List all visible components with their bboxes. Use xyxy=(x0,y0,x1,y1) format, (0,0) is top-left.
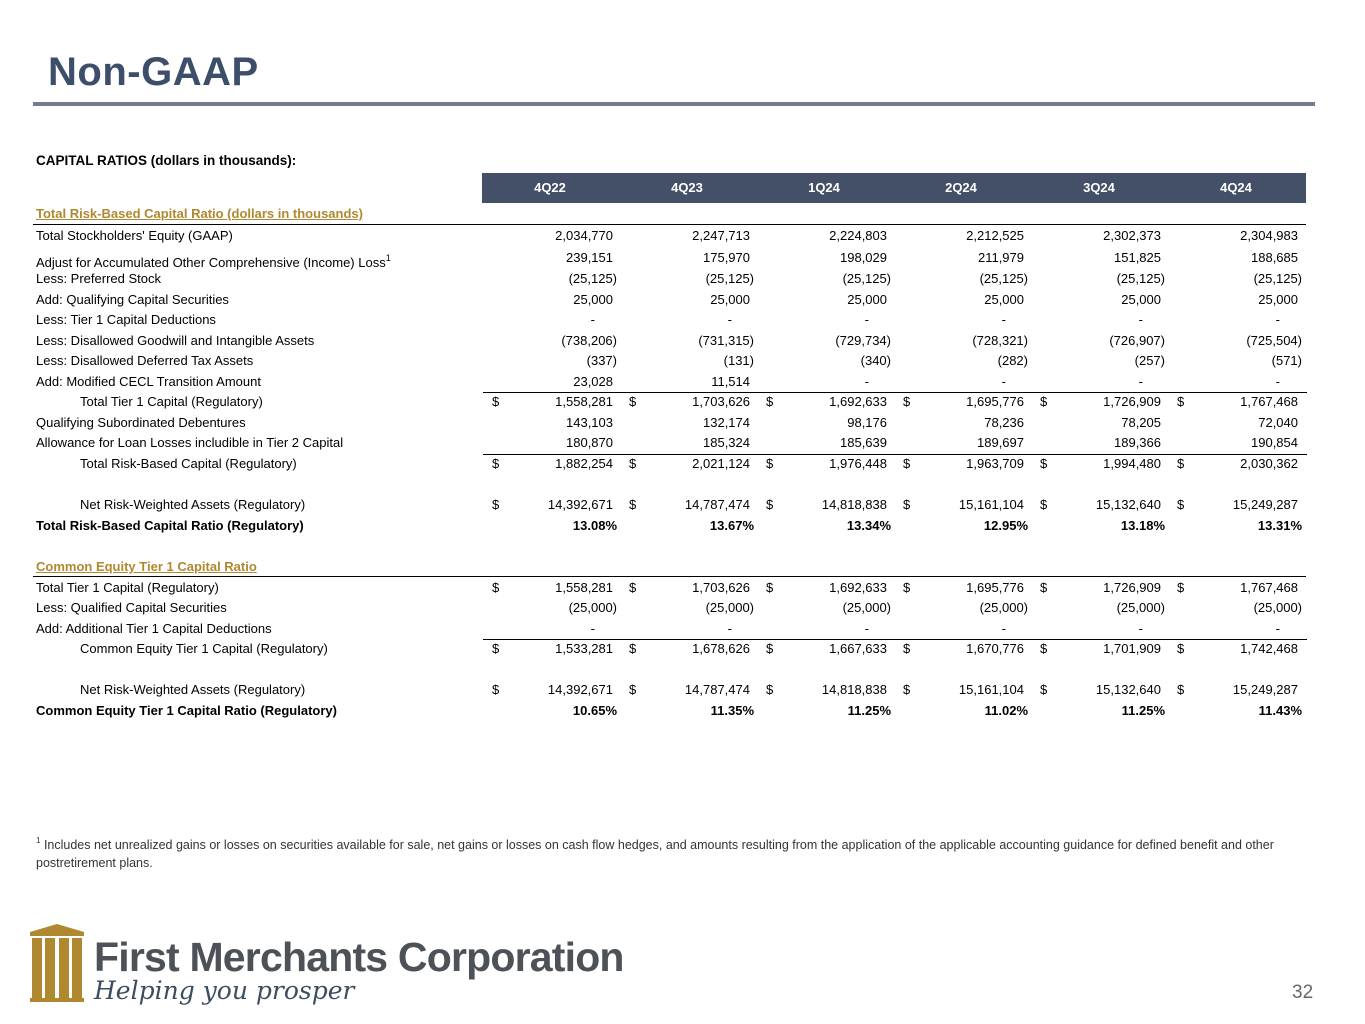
table-cell: 189,366 xyxy=(1114,435,1161,450)
table-cell: 2,021,124 xyxy=(692,456,750,471)
table-cell: 11.25% xyxy=(847,703,891,718)
section-rule xyxy=(33,224,1306,225)
currency-symbol: $ xyxy=(1040,682,1048,697)
table-row xyxy=(0,248,1365,268)
first-merchants-logo-icon xyxy=(30,924,84,1004)
currency-symbol: $ xyxy=(492,394,500,409)
table-cell: (731,315) xyxy=(698,333,754,348)
table-cell: 190,854 xyxy=(1251,435,1298,450)
table-row xyxy=(0,701,1365,721)
footnote-marker: 1 xyxy=(36,836,41,845)
table-cell: 11.43% xyxy=(1258,703,1302,718)
row-label: Qualifying Subordinated Debentures xyxy=(36,415,246,430)
table-cell: 1,994,480 xyxy=(1103,456,1161,471)
table-cell: 1,695,776 xyxy=(966,394,1024,409)
currency-symbol: $ xyxy=(766,580,774,595)
currency-symbol: $ xyxy=(766,456,774,471)
table-cell: 1,558,281 xyxy=(555,580,613,595)
section-label-total-risk-based: Total Risk-Based Capital Ratio (dollars in thousands) xyxy=(36,206,363,221)
table-cell: 180,870 xyxy=(566,435,613,450)
column-header-3q24: 3Q24 xyxy=(1083,180,1115,195)
table-cell: 1,742,468 xyxy=(1240,641,1298,656)
table-row xyxy=(0,598,1365,618)
table-row xyxy=(0,495,1365,515)
row-label: Common Equity Tier 1 Capital Ratio (Regulatory) xyxy=(36,703,337,718)
table-cell: 15,132,640 xyxy=(1095,682,1161,697)
table-cell: (131) xyxy=(723,353,754,368)
table-cell: 15,249,287 xyxy=(1232,497,1298,512)
row-label: Less: Preferred Stock xyxy=(36,271,161,286)
table-cell: 15,161,104 xyxy=(958,497,1024,512)
table-cell: 11.02% xyxy=(984,703,1028,718)
table-row xyxy=(0,619,1365,639)
table-cell: 11.25% xyxy=(1121,703,1165,718)
currency-symbol: $ xyxy=(1040,394,1048,409)
table-cell: 25,000 xyxy=(1258,292,1298,307)
row-label: Add: Modified CECL Transition Amount xyxy=(36,374,261,389)
table-cell: 1,703,626 xyxy=(692,580,750,595)
row-label: Net Risk-Weighted Assets (Regulatory) xyxy=(80,682,306,697)
table-cell: 239,151 xyxy=(566,250,613,265)
row-label: Add: Qualifying Capital Securities xyxy=(36,292,229,307)
table-cell: 14,818,838 xyxy=(821,682,887,697)
table-cell: - xyxy=(1001,312,1006,327)
table-cell: 143,103 xyxy=(566,415,613,430)
row-label: Total Tier 1 Capital (Regulatory) xyxy=(36,580,219,595)
currency-symbol: $ xyxy=(903,641,911,656)
table-row xyxy=(0,351,1365,371)
table-cell: - xyxy=(864,312,869,327)
table-cell: (738,206) xyxy=(561,333,617,348)
table-row xyxy=(0,454,1365,474)
currency-symbol: $ xyxy=(1177,580,1185,595)
row-label: Less: Qualified Capital Securities xyxy=(36,600,227,615)
table-row xyxy=(0,392,1365,412)
footnote xyxy=(36,832,1311,872)
table-cell: - xyxy=(1001,621,1006,636)
table-cell: 13.08% xyxy=(572,518,617,533)
table-cell: 1,882,254 xyxy=(555,456,613,471)
currency-symbol: $ xyxy=(629,394,637,409)
table-cell: 15,161,104 xyxy=(958,682,1024,697)
table-cell: (25,125) xyxy=(568,271,617,286)
table-cell: - xyxy=(727,312,732,327)
currency-symbol: $ xyxy=(629,580,637,595)
row-label: Total Risk-Based Capital (Regulatory) xyxy=(80,456,297,471)
footnote-text: Includes net unrealized gains or losses on securities available for sale, net gains or losses on cash flow hedges, and amounts resulting from the application of the applicable accounting guidance for defined benefit and other postretirement plans. xyxy=(36,838,1274,870)
table-cell: - xyxy=(1001,374,1006,389)
currency-symbol: $ xyxy=(1177,682,1185,697)
currency-symbol: $ xyxy=(1177,641,1185,656)
row-label: Less: Tier 1 Capital Deductions xyxy=(36,312,216,327)
table-cell: 2,034,770 xyxy=(555,228,613,243)
table-cell: 1,667,633 xyxy=(829,641,887,656)
table-cell: 15,132,640 xyxy=(1095,497,1161,512)
column-header-4q23: 4Q23 xyxy=(671,180,703,195)
table-cell: (25,125) xyxy=(705,271,754,286)
table-cell: 1,767,468 xyxy=(1240,394,1298,409)
table-cell: (729,734) xyxy=(835,333,891,348)
page-number: 32 xyxy=(1292,982,1314,1003)
table-cell: (728,321) xyxy=(972,333,1028,348)
table-cell: (25,000) xyxy=(979,600,1028,615)
table-cell: - xyxy=(864,374,869,389)
table-row xyxy=(0,372,1365,392)
table-cell: 13.67% xyxy=(709,518,754,533)
currency-symbol: $ xyxy=(1040,497,1048,512)
table-cell: 14,787,474 xyxy=(684,682,750,697)
currency-symbol: $ xyxy=(903,497,911,512)
table-cell: 1,767,468 xyxy=(1240,580,1298,595)
table-cell: 10.65% xyxy=(572,703,617,718)
table-cell: (725,504) xyxy=(1246,333,1302,348)
table-cell: 14,818,838 xyxy=(821,497,887,512)
table-cell: 1,670,776 xyxy=(966,641,1024,656)
currency-symbol: $ xyxy=(492,641,500,656)
table-row xyxy=(0,433,1365,453)
currency-symbol: $ xyxy=(492,580,500,595)
table-row xyxy=(0,331,1365,351)
table-cell: 188,685 xyxy=(1251,250,1298,265)
currency-symbol: $ xyxy=(766,497,774,512)
table-row xyxy=(0,516,1365,536)
table-cell: 189,697 xyxy=(977,435,1024,450)
table-cell: 1,533,281 xyxy=(555,641,613,656)
row-label: Allowance for Loan Losses includible in Tier 2 Capital xyxy=(36,435,344,450)
table-cell: 25,000 xyxy=(710,292,750,307)
table-cell: 78,236 xyxy=(984,415,1024,430)
table-row xyxy=(0,680,1365,700)
table-cell: (25,000) xyxy=(1253,600,1302,615)
currency-symbol: $ xyxy=(766,641,774,656)
row-label: Add: Additional Tier 1 Capital Deductions xyxy=(36,621,272,636)
table-cell: 11.35% xyxy=(710,703,754,718)
table-cell: 13.34% xyxy=(846,518,891,533)
table-cell: - xyxy=(727,621,732,636)
table-cell: (337) xyxy=(586,353,617,368)
column-header-band xyxy=(482,173,1306,203)
table-cell: 25,000 xyxy=(573,292,613,307)
table-cell: 23,028 xyxy=(573,374,613,389)
table-cell: 185,324 xyxy=(703,435,750,450)
table-cell: (340) xyxy=(860,353,891,368)
currency-symbol: $ xyxy=(903,580,911,595)
table-cell: 1,726,909 xyxy=(1103,394,1161,409)
table-cell: 25,000 xyxy=(984,292,1024,307)
table-cell: (257) xyxy=(1134,353,1165,368)
row-label: Less: Disallowed Goodwill and Intangible Assets xyxy=(36,333,315,348)
currency-symbol: $ xyxy=(492,682,500,697)
table-cell: 2,030,362 xyxy=(1240,456,1298,471)
table-cell: - xyxy=(1275,621,1280,636)
company-name: First Merchants Corporation xyxy=(94,934,624,980)
table-row xyxy=(0,578,1365,598)
table-row xyxy=(0,269,1365,289)
table-cell: 12.95% xyxy=(983,518,1028,533)
currency-symbol: $ xyxy=(1040,580,1048,595)
table-cell: (571) xyxy=(1271,353,1302,368)
column-header-2q24: 2Q24 xyxy=(945,180,977,195)
table-cell: - xyxy=(1275,374,1280,389)
table-cell: - xyxy=(1138,374,1143,389)
currency-symbol: $ xyxy=(629,456,637,471)
section-rule xyxy=(33,576,1306,577)
currency-symbol: $ xyxy=(492,456,500,471)
table-cell: 13.18% xyxy=(1120,518,1165,533)
table-cell: 1,692,633 xyxy=(829,394,887,409)
title-divider xyxy=(33,102,1315,106)
table-cell: - xyxy=(1138,312,1143,327)
currency-symbol: $ xyxy=(629,497,637,512)
currency-symbol: $ xyxy=(766,682,774,697)
currency-symbol: $ xyxy=(1177,394,1185,409)
section-label-cet1: Common Equity Tier 1 Capital Ratio xyxy=(36,559,257,574)
table-cell: 98,176 xyxy=(847,415,887,430)
table-cell: (25,000) xyxy=(1116,600,1165,615)
column-header-4q22: 4Q22 xyxy=(534,180,566,195)
table-cell: 72,040 xyxy=(1258,415,1298,430)
table-row xyxy=(0,639,1365,659)
table-cell: 2,224,803 xyxy=(829,228,887,243)
table-cell: 211,979 xyxy=(977,250,1024,265)
table-cell: 198,029 xyxy=(840,250,887,265)
table-cell: 1,695,776 xyxy=(966,580,1024,595)
table-cell: (25,000) xyxy=(842,600,891,615)
table-row xyxy=(0,290,1365,310)
table-cell: 1,963,709 xyxy=(966,456,1024,471)
currency-symbol: $ xyxy=(492,497,500,512)
table-cell: 1,692,633 xyxy=(829,580,887,595)
table-cell: 25,000 xyxy=(847,292,887,307)
table-cell: 2,247,713 xyxy=(692,228,750,243)
table-cell: (25,000) xyxy=(568,600,617,615)
table-cell: (726,907) xyxy=(1109,333,1165,348)
table-cell: 151,825 xyxy=(1114,250,1161,265)
currency-symbol: $ xyxy=(903,394,911,409)
row-label: Total Risk-Based Capital Ratio (Regulatory) xyxy=(36,518,304,533)
slide-title: Non-GAAP xyxy=(48,50,259,94)
table-cell: - xyxy=(1275,312,1280,327)
table-cell: 13.31% xyxy=(1257,518,1302,533)
currency-symbol: $ xyxy=(1177,497,1185,512)
currency-symbol: $ xyxy=(629,641,637,656)
table-cell: 132,174 xyxy=(703,415,750,430)
table-cell: - xyxy=(1138,621,1143,636)
table-cell: 15,249,287 xyxy=(1232,682,1298,697)
company-tagline: Helping you prosper xyxy=(94,976,355,1005)
currency-symbol: $ xyxy=(629,682,637,697)
table-cell: 14,392,671 xyxy=(547,497,613,512)
table-cell: - xyxy=(864,621,869,636)
table-cell: 1,703,626 xyxy=(692,394,750,409)
table-cell: 1,701,909 xyxy=(1103,641,1161,656)
currency-symbol: $ xyxy=(903,682,911,697)
table-cell: 2,304,983 xyxy=(1240,228,1298,243)
currency-symbol: $ xyxy=(1177,456,1185,471)
table-cell: 11,514 xyxy=(711,374,750,389)
table-cell: - xyxy=(590,621,595,636)
row-label: Less: Disallowed Deferred Tax Assets xyxy=(36,353,254,368)
row-label: Net Risk-Weighted Assets (Regulatory) xyxy=(80,497,306,512)
table-cell: 175,970 xyxy=(703,250,750,265)
table-cell: 1,726,909 xyxy=(1103,580,1161,595)
table-cell: 1,976,448 xyxy=(829,456,887,471)
table-row xyxy=(0,226,1365,246)
column-header-1q24: 1Q24 xyxy=(808,180,840,195)
currency-symbol: $ xyxy=(1040,456,1048,471)
table-cell: 2,302,373 xyxy=(1103,228,1161,243)
footnote-reference: 1 xyxy=(385,253,391,263)
currency-symbol: $ xyxy=(1040,641,1048,656)
table-cell: 78,205 xyxy=(1121,415,1161,430)
table-row xyxy=(0,413,1365,433)
table-cell: 1,678,626 xyxy=(692,641,750,656)
table-cell: (282) xyxy=(997,353,1028,368)
table-row xyxy=(0,310,1365,330)
row-label: Total Tier 1 Capital (Regulatory) xyxy=(80,394,263,409)
table-cell: (25,125) xyxy=(1116,271,1165,286)
currency-symbol: $ xyxy=(766,394,774,409)
table-cell: 14,787,474 xyxy=(684,497,750,512)
table-heading: CAPITAL RATIOS (dollars in thousands): xyxy=(36,153,297,168)
table-cell: 25,000 xyxy=(1121,292,1161,307)
row-label: Adjust for Accumulated Other Comprehensive (Income) Loss$^1$ xyxy=(36,253,391,270)
table-cell: (25,125) xyxy=(1253,271,1302,286)
row-label: Total Stockholders' Equity (GAAP) xyxy=(36,228,233,243)
table-cell: 1,558,281 xyxy=(555,394,613,409)
table-cell: - xyxy=(590,312,595,327)
table-cell: (25,125) xyxy=(979,271,1028,286)
column-header-4q24: 4Q24 xyxy=(1220,180,1252,195)
table-cell: 2,212,525 xyxy=(966,228,1024,243)
table-cell: 185,639 xyxy=(840,435,887,450)
table-cell: 14,392,671 xyxy=(547,682,613,697)
table-cell: (25,000) xyxy=(705,600,754,615)
table-cell: (25,125) xyxy=(842,271,891,286)
row-label: Common Equity Tier 1 Capital (Regulatory) xyxy=(80,641,328,656)
currency-symbol: $ xyxy=(903,456,911,471)
